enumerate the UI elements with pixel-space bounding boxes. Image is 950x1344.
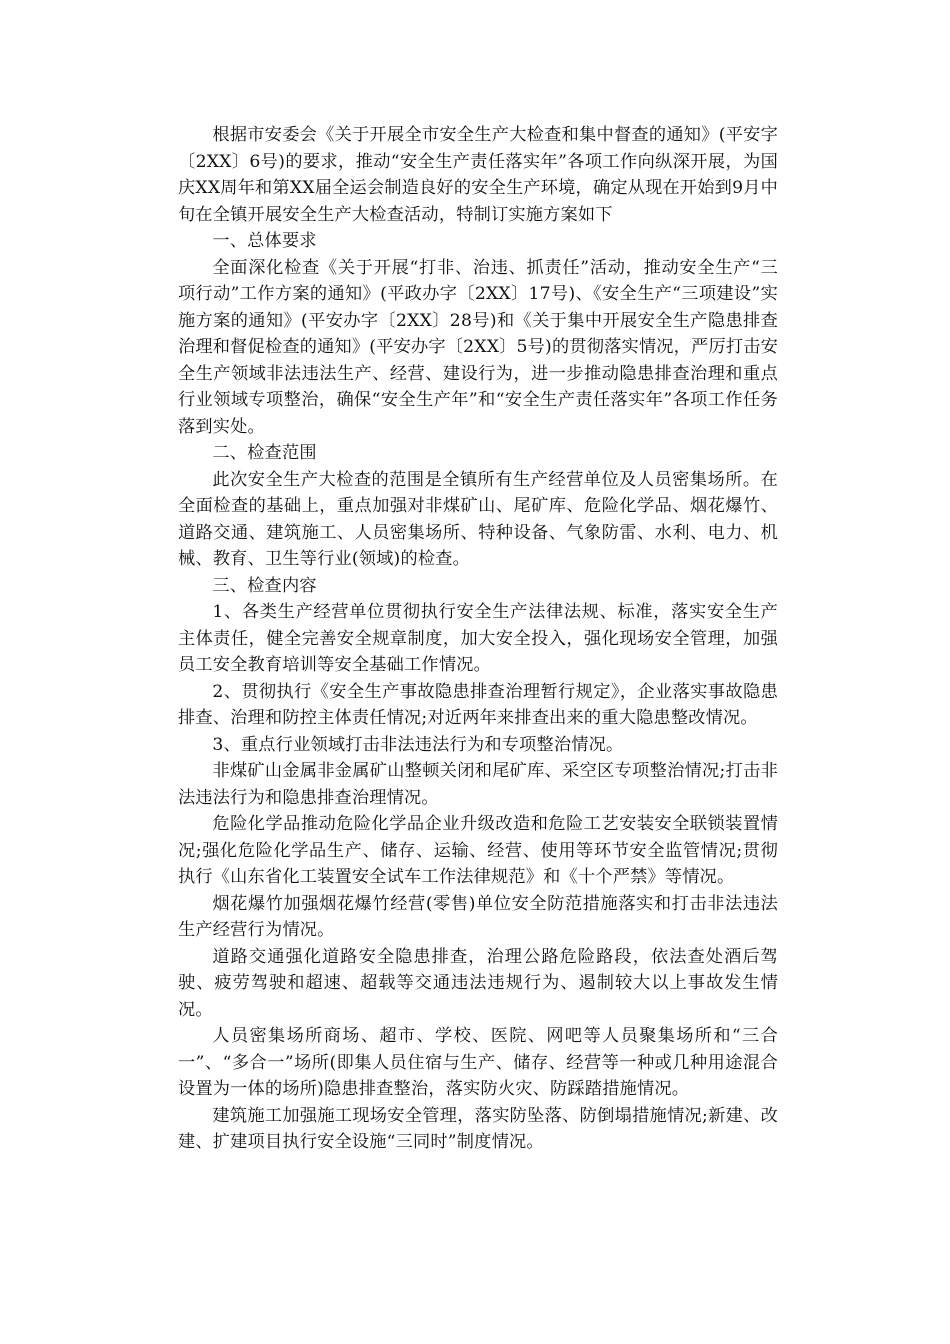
section-heading-inspection-scope: 二、检查范围: [212, 443, 317, 463]
fireworks-paragraph: 烟花爆竹加强烟花爆竹经营(零售)单位安全防范措施落实和打击非法违法生产经营行为情况。: [178, 893, 778, 940]
document-page: [178, 122, 778, 1156]
content-item-3: 3、重点行业领域打击非法违法行为和专项整治情况。: [212, 734, 624, 755]
section-heading-inspection-content: 三、检查内容: [212, 575, 317, 596]
road-traffic-paragraph: 道路交通强化道路安全隐患排查，治理公路危险路段，依法查处酒后驾驶、疲劳驾驶和超速、超载等交通违法违规行为、遏制较大以上事故发生情况。: [178, 946, 778, 1020]
non-coal-mines-paragraph: 非煤矿山金属非金属矿山整顿关闭和尾矿库、采空区专项整治情况;打击非法违法行为和隐患排查治理情况。: [178, 761, 778, 808]
intro-paragraph: 根据市安委会《关于开展全市安全生产大检查和集中督查的通知》(平安字〔2XX〕6号)的要求，推动“安全生产责任落实年”各项工作向纵深开展，为国庆XX周年和第XX届全运会制造良好的安全生产环境，确定从现在开始到9月中旬在全镇开展安全生产大检查活动，特制订实施方案如下: [178, 125, 778, 225]
construction-paragraph: 建筑施工加强施工现场安全管理，落实防坠落、防倒塌措施情况;新建、改建、扩建项目执行安全设施“三同时”制度情况。: [178, 1105, 778, 1152]
hazardous-chemicals-paragraph: 危险化学品推动危险化学品企业升级改造和危险工艺安装安全联锁装置情况;强化危险化学品生产、储存、运输、经营、使用等环节安全监管情况;贯彻执行《山东省化工装置安全试车工作法律规范》和《十个严禁》等情况。: [178, 814, 778, 887]
crowded-places-paragraph: 人员密集场所商场、超市、学校、医院、网吧等人员聚集场所和“三合一”、“多合一”场所(即集人员住宿与生产、储存、经营等一种或几种用途混合设置为一体的场所)隐患排查整治，落实防火灾、防踩踏措施情况。: [178, 1026, 778, 1099]
content-item-2: 2、贯彻执行《安全生产事故隐患排查治理暂行规定》，企业落实事故隐患排查、治理和防控主体责任情况;对近两年来排查出来的重大隐患整改情况。: [178, 681, 778, 728]
content-item-1: 1、各类生产经营单位贯彻执行安全生产法律法规、标准，落实安全生产主体责任，健全完善安全规章制度，加大安全投入，强化现场安全管理，加强员工安全教育培训等安全基础工作情况。: [178, 602, 778, 675]
inspection-scope-paragraph: 此次安全生产大检查的范围是全镇所有生产经营单位及人员密集场所。在全面检查的基础上，重点加强对非煤矿山、尾矿库、危险化学品、烟花爆竹、道路交通、建筑施工、人员密集场所、特种设备、气象防雷、水利、电力、机械、教育、卫生等行业(领域)的检查。: [178, 469, 778, 569]
general-requirements-paragraph: 全面深化检查《关于开展“打非、治违、抓责任”活动，推动安全生产“三项行动”工作方案的通知》(平政办字〔2XX〕17号)、《安全生产“三项建设”实施方案的通知》(平安办字〔2XX〕28号)和《关于集中开展安全生产隐患排查治理和督促检查的通知》(平安办字〔2XX〕5号)的贯彻落实情况，严厉打击安全生产领域非法违法生产、经营、建设行为，进一步推动隐患排查治理和重点行业领域专项整治，确保“安全生产年”和“安全生产责任落实年”各项工作任务落到实处。: [178, 257, 778, 437]
section-heading-general-requirements: 一、总体要求: [212, 231, 317, 251]
